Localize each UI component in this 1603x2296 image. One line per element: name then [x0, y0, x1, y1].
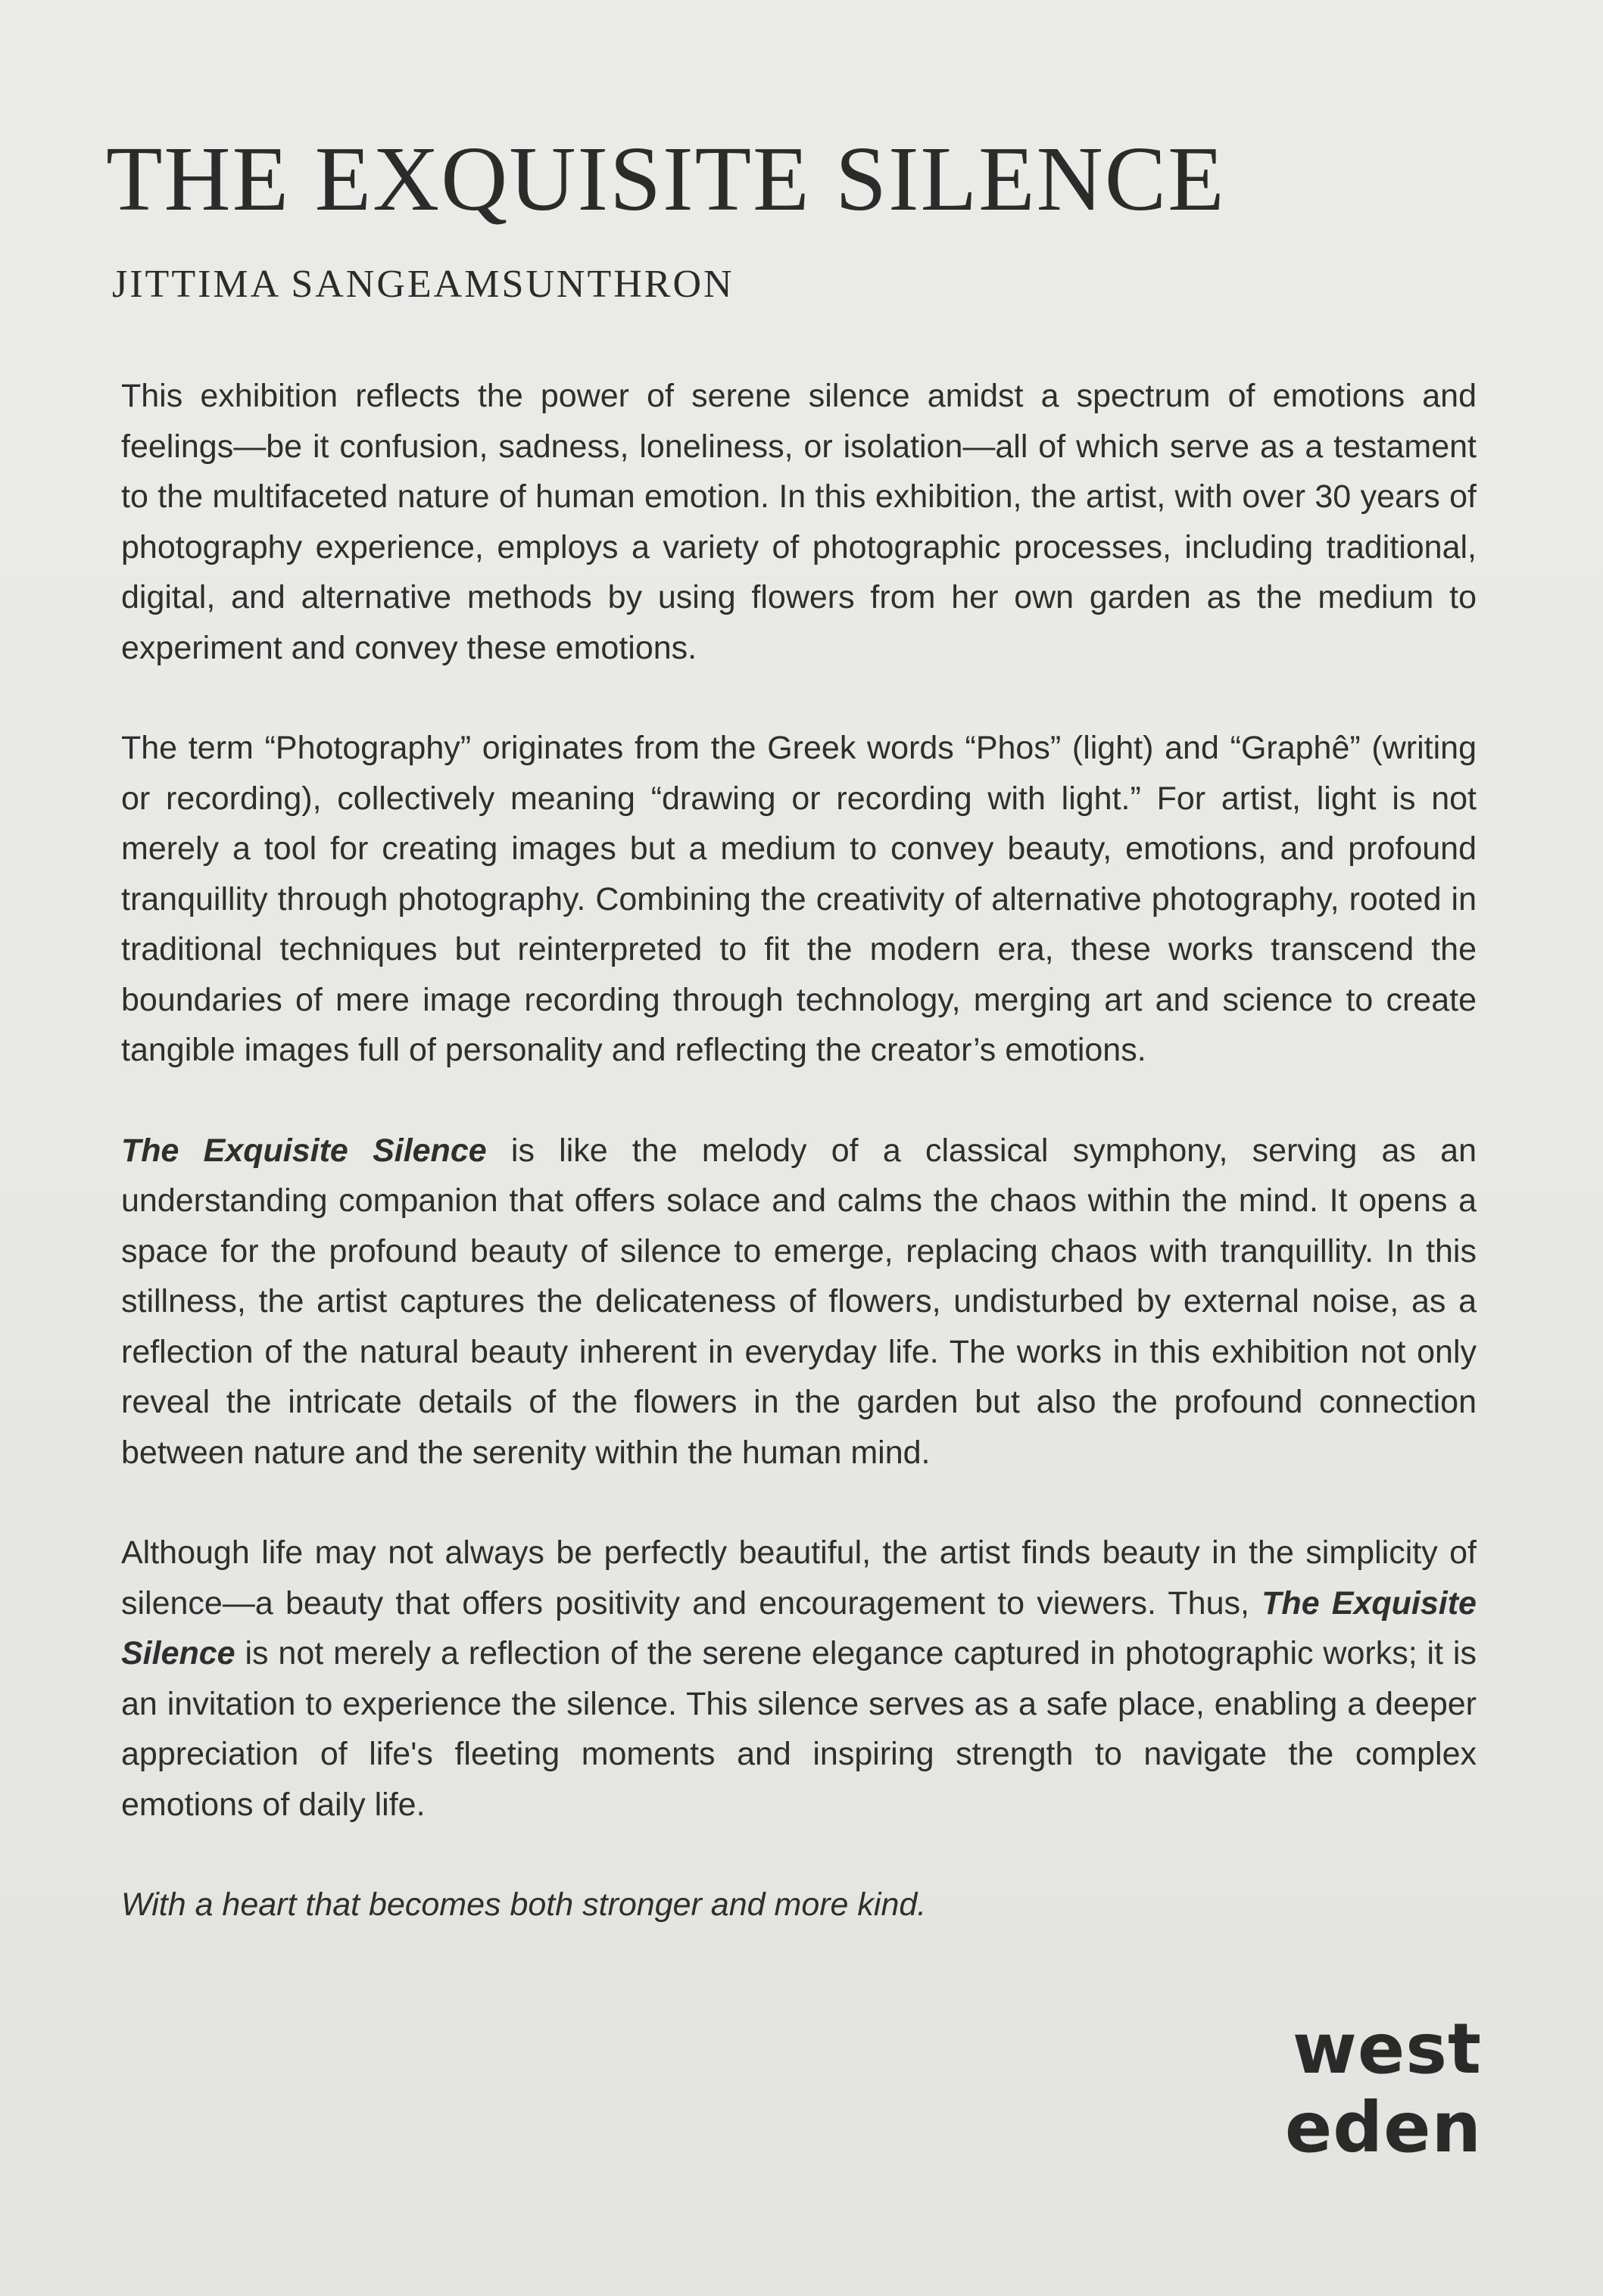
- paragraph-4: [121, 1528, 1477, 1830]
- artist-name: JITTIMA SANGEAMSUNTHRON: [112, 263, 734, 306]
- logo-line-eden: eden: [1284, 2087, 1482, 2168]
- paragraph-3-text: is like the melody of a classical symphony, serving as an understanding companion that offers solace and calms the chaos within the mind. It opens a space for the profound beauty of silence to emerge, replacing chaos with tranquillity. In this stillness, the artist captures the delicateness of flowers, undisturbed by external noise, as a reflection of the natural beauty inherent in everyday life. The works in this exhibition not only reveal the intricate details of the flowers in the garden but also the profound connection between nature and the serenity within the human mind.: [121, 1132, 1477, 1471]
- paragraph-2: The term “Photography” originates from the Greek words “Phos” (light) and “Graphê” (writing or recording), collectively meaning “drawing or recording with light.” For artist, light is not merely a tool for creating images but a medium to convey beauty, emotions, and profound tranquillity through photography. Combining the creativity of alternative photography, rooted in traditional techniques but reinterpreted to fit the modern era, these works transcend the boundaries of mere image recording through technology, merging art and science to create tangible images full of personality and reflecting the creator’s emotions.: [121, 730, 1477, 1068]
- exhibition-title: THE EXQUISITE SILENCE: [106, 128, 1226, 230]
- exhibition-statement: [121, 371, 1477, 1980]
- west-eden-logo: [1285, 2010, 1482, 2167]
- paragraph-1: This exhibition reflects the power of serene silence amidst a spectrum of emotions and feelings—be it confusion, sadness, loneliness, or isolation—all of which serve as a testament to the multifaceted nature of human emotion. In this exhibition, the artist, with over 30 years of photography experience, employs a variety of photographic processes, including traditional, digital, and alternative methods by using flowers from her own garden as the medium to experiment and convey these emotions.: [121, 378, 1477, 666]
- paragraph-4-before: Although life may not always be perfectly beautiful, the artist finds beauty in the simplicity of silence—a beauty that offers positivity and encouragement to viewers. Thus,: [121, 1534, 1477, 1622]
- exhibition-title-emphasis: The Exquisite Silence: [121, 1584, 1477, 1671]
- logo-line-west: west: [1292, 2008, 1482, 2089]
- paragraph-4-after: is not merely a reflection of the serene elegance captured in photographic works; it is an invitation to experience the silence. This silence serves as a safe place, enabling a deeper appreciation of life's fleeting moments and inspiring strength to navigate the complex emotions of daily life.: [121, 1635, 1477, 1823]
- closing-line: With a heart that becomes both stronger and more kind.: [121, 1886, 927, 1923]
- paragraph-3: [121, 1126, 1477, 1478]
- exhibition-title-emphasis: The Exquisite Silence: [121, 1132, 487, 1169]
